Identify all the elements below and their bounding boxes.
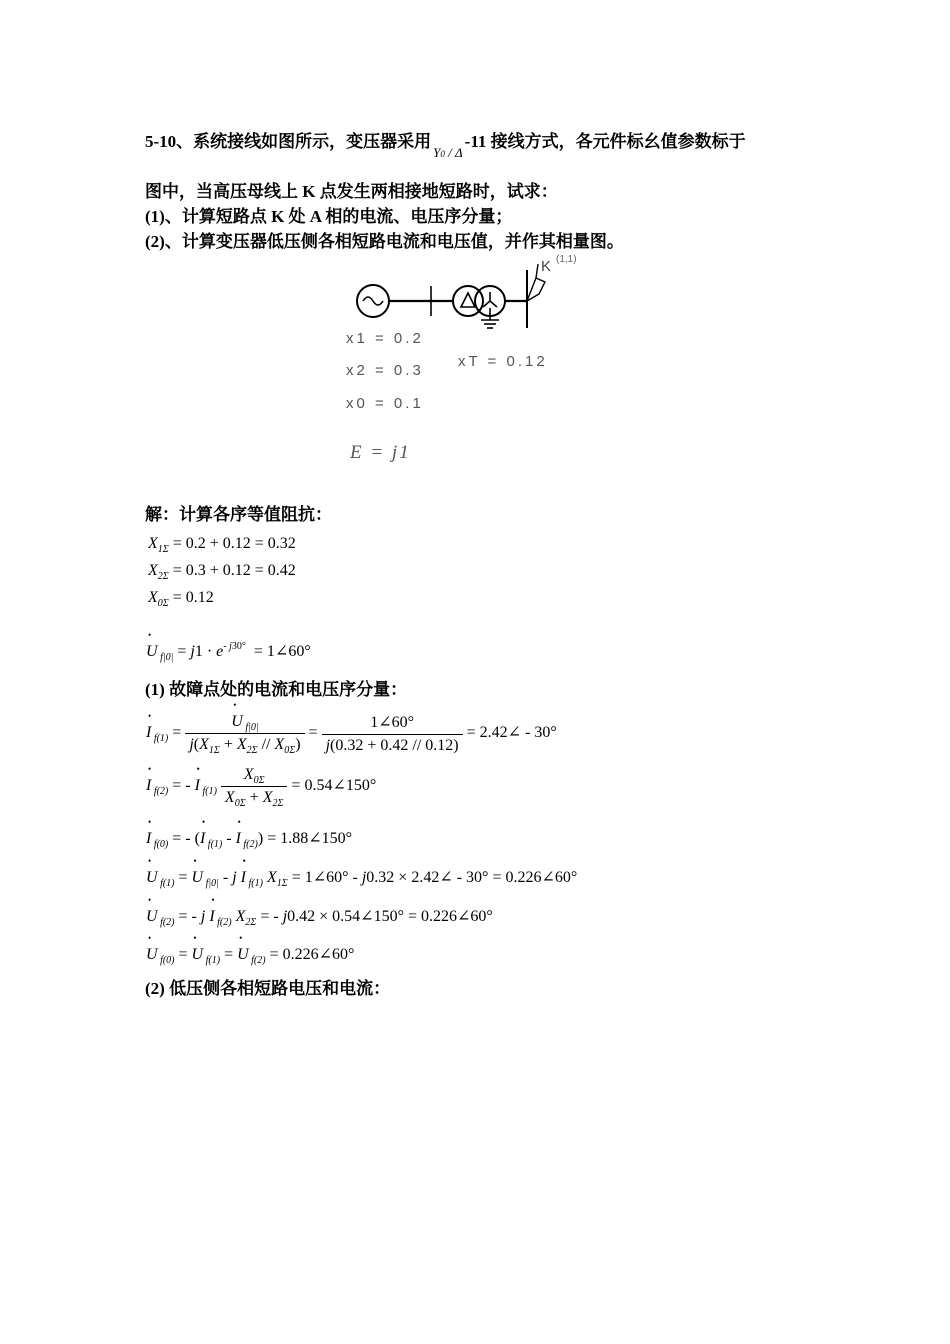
eq-Uf0b: • U $_{f(0)}$ = • U $_{f(1)}$ = • U $_{f(2)}$ = 0.226∠60° xyxy=(146,944,354,964)
fault-arrow-icon xyxy=(527,278,545,301)
param-x0: x0 = 0.1 xyxy=(346,395,424,412)
param-x2: x2 = 0.3 xyxy=(346,362,424,379)
problem-line-1-suffix: -11 接线方式，各元件标幺值参数标于 xyxy=(464,132,746,151)
param-xT: xT = 0.12 xyxy=(458,353,548,370)
eq-X1: $X_{1\Sigma} = 0.2 + 0.12 = 0.32$ xyxy=(148,535,296,555)
eq-Uf1: • U $_{f(1)}$ = • U $_{f|0|}$ - j • I $_{f(1)}$ $X_{1\Sigma}$ = 1∠60° - j0.32 × 2.42∠ - 30° = 0.226∠60° xyxy=(146,867,577,887)
part2-heading: (2) 低压侧各相短路电压和电流： xyxy=(145,979,391,998)
eq-X2: $X_{2\Sigma} = 0.3 + 0.12 = 0.42$ xyxy=(148,562,296,582)
wye-icon xyxy=(483,292,497,307)
problem-line-4: (2)、计算变压器低压侧各相短路电流和电压值，并作其相量图。 xyxy=(145,232,624,251)
problem-line-3: (1)、计算短路点 K 处 A 相的电流、电压序分量； xyxy=(145,207,513,226)
param-x1: x1 = 0.2 xyxy=(346,330,424,347)
eq-If2: • I $_{f(2)}$ = - • I $_{f(1)}$ $\frac{X_{0\Sigma}}{X_{0\Sigma} + X_{2\Sigma}}$ = 0.54∠150° xyxy=(146,766,376,807)
param-E: E = j1 xyxy=(350,442,411,463)
system-diagram xyxy=(340,250,600,340)
problem-line-2: 图中，当高压母线上 K 点发生两相接地短路时，试求： xyxy=(145,182,558,201)
eq-If1: • I $_{f(1)}$ = • $\frac{U _{f|0|}}{j(X_{1\Sigma} + X_{2\Sigma} // X_{0\Sigma})}$ = $\frac{1\angle 60^\circ}{j(0.32 + 0.42 // 0.12)}$ = 2.42∠ - 30° xyxy=(146,712,557,755)
fault-arrow-tip xyxy=(536,264,538,278)
fault-type: (1,1) xyxy=(556,254,577,265)
eq-Uf2: • U $_{f(2)}$ = - j • I $_{f(2)}$ $X_{2\Sigma}$ = - j0.42 × 0.54∠150° = 0.226∠60° xyxy=(146,906,493,926)
generator-wave xyxy=(363,297,383,305)
part1-heading: (1) 故障点处的电流和电压序分量： xyxy=(145,680,408,699)
fault-label: K xyxy=(541,258,552,275)
eq-X0: $X_{0\Sigma} = 0.12$ xyxy=(148,589,214,609)
connection-type: Y0 / Δ xyxy=(433,145,463,160)
eq-If0: • I $_{f(0)}$ = - (• I $_{f(1)}$ - • I $_{f(2)}$) = 1.88∠150° xyxy=(146,828,352,848)
delta-icon xyxy=(461,293,475,307)
problem-line-1-prefix: 5-10、系统接线如图所示，变压器采用 xyxy=(145,132,432,151)
solution-heading: 解：计算各序等值阻抗： xyxy=(145,505,332,524)
eq-Uf0: • U $_{f|0|} = j1 \cdot e^{- j30^\circ}$ = 1∠60° xyxy=(146,641,311,661)
